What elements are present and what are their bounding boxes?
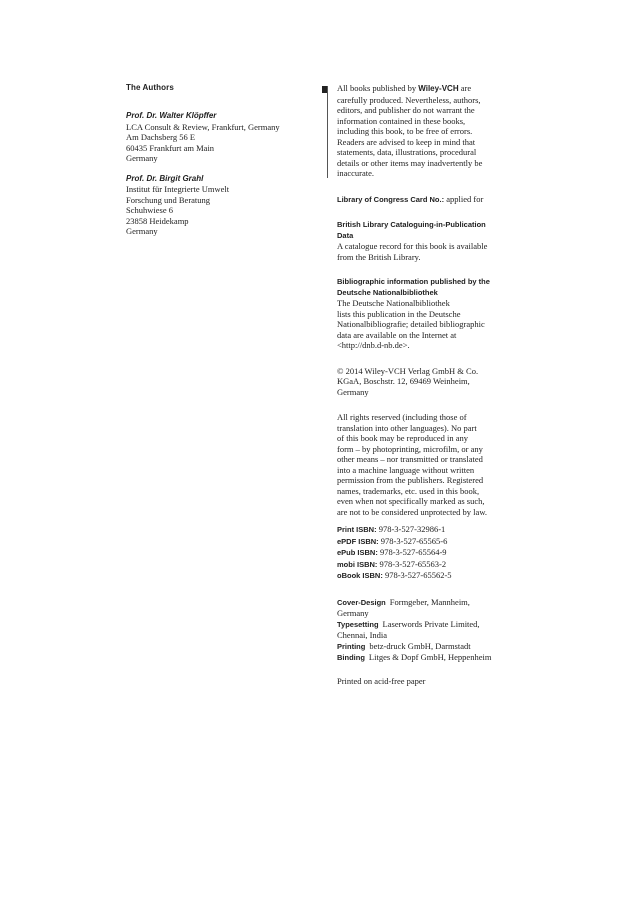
disclaimer-line: statements, data, illustrations, procedural [337,147,477,157]
credit-label: Typesetting [337,619,379,629]
isbn-value: 978-3-527-65562-5 [384,570,452,580]
disclaimer [337,83,517,179]
credit-value: Laserwords Private Limited, [382,618,480,629]
copyright-line: Germany [337,386,369,397]
disclaimer-line: Readers are advised to keep in mind that [337,136,476,147]
british-library-line: from the British Library. [337,251,421,262]
disclaimer-text: All books published by [337,83,417,93]
rights-line: names, trademarks, etc. used in this book, [337,485,480,496]
credit-value: Formgeber, Mannheim, [389,596,470,607]
loc-line [337,194,517,206]
isbn-label: ePub ISBN: [337,548,378,557]
isbn-value: 978-3-527-65563-2 [379,558,447,569]
rights-line: translation into other languages). No part [337,422,477,433]
disclaimer-line: carefully produced. Nevertheless, authors, [337,94,481,105]
british-library-heading: British Library Cataloguing-in-Publication [337,220,486,229]
authors-heading: The Authors [126,83,174,92]
rights-notice [337,412,517,517]
author-1-name: Prof. Dr. Walter Klöpffer [126,111,217,120]
isbn-value: 978-3-527-65565-6 [380,535,448,546]
loc-label: Library of Congress Card No.: [337,194,445,204]
rights-line: into a machine language without written [337,464,475,475]
address-line: 23858 Heidekamp [126,215,189,226]
isbn-label: Print ISBN: [337,525,377,534]
british-library [337,220,517,262]
disclaimer-line: including this book, to be free of errors. [337,126,473,136]
dnb-line: lists this publication in the Deutsche [337,308,461,319]
credit-continuation: Chennai, India [337,630,388,640]
author-1 [126,111,311,164]
credit-row [337,641,517,653]
author-2 [126,174,311,237]
isbn-label: ePDF ISBN: [337,536,379,546]
isbn-row [337,524,517,536]
credit-row [337,597,517,609]
dnb-line: The Deutsche Nationalbibliothek [337,298,450,308]
address-line: Am Dachsberg 56 E [126,132,196,142]
credit-value: betz-druck GmbH, Darmstadt [369,640,471,651]
author-2-address [126,184,311,237]
disclaimer-text: are [458,83,472,93]
credit-row [337,652,517,664]
isbn-row [337,559,517,571]
isbn-row [337,547,517,559]
disclaimer-line-1 [337,83,517,95]
isbn-row [337,570,517,582]
isbn-list [337,524,517,582]
disclaimer-line: inaccurate. [337,168,375,178]
credit-label: Cover-Design [337,597,386,607]
rights-line: other means – nor transmitted or translated [337,454,483,464]
copyright-line: © 2014 Wiley-VCH Verlag GmbH & Co. [337,365,479,376]
address-line: 60435 Frankfurt am Main [126,142,215,153]
address-line: Germany [126,153,158,163]
authors-section [126,83,311,245]
rights-line: All rights reserved (including those of [337,412,467,422]
address-line: Institut für Integrierte Umwelt [126,184,230,194]
address-line: Germany [126,226,158,236]
rights-line: form – by photoprinting, microfilm, or any [337,443,483,454]
british-library-line: A catalogue record for this book is available [337,241,488,251]
address-line: Forschung und Beratung [126,194,211,205]
dnb-heading: Bibliographic information published by the [337,277,490,286]
paper-note: Printed on acid-free paper [337,675,426,686]
address-line: LCA Consult & Review, Frankfurt, Germany [126,121,280,132]
isbn-value: 978-3-527-65564-9 [379,547,447,557]
credit-continuation: Germany [337,608,369,618]
credit-label: Printing [337,641,366,651]
british-library-heading: Data [337,230,354,240]
credit-label: Binding [337,653,365,662]
loc-card [337,194,517,206]
isbn-value: 978-3-527-32986-1 [378,524,446,534]
dnb-line: data are available on the Internet at [337,329,457,340]
disclaimer-line: editors, and publisher do not warrant the [337,105,475,115]
loc-value: applied for [444,193,484,204]
author-1-address [126,122,311,164]
isbn-row [337,536,517,548]
rights-line: are not to be considered unprotected by law. [337,506,488,517]
copyright-notice [337,366,517,398]
isbn-label: mobi ISBN: [337,559,378,569]
author-2-name: Prof. Dr. Birgit Grahl [126,173,204,183]
dnb-section [337,277,517,351]
credit-value: Litges & Dopf GmbH, Heppenheim [368,652,492,662]
dnb-url: <http://dnb.d-nb.de>. [337,340,410,350]
isbn-label: oBook ISBN: [337,571,383,580]
dnb-heading: Deutsche Nationalbibliothek [337,287,438,297]
copyright-line: KGaA, Boschstr. 12, 69469 Weinheim, [337,376,470,386]
publisher-name: Wiley-VCH [418,84,459,93]
disclaimer-line: details or other items may inadvertently be [337,157,483,168]
disclaimer-line: information contained in these books, [337,115,466,126]
rights-line: of this book may be reproduced in any [337,433,469,443]
address-line: Schuhwiese 6 [126,205,173,215]
production-credits [337,597,517,664]
rights-line: even when not specifically marked as such, [337,496,485,506]
rights-line: permission from the publishers. Registered [337,475,484,485]
margin-rule [327,86,328,178]
imprint-section [337,83,517,686]
credit-row [337,619,517,631]
dnb-line: Nationalbibliografie; detailed bibliographic [337,319,485,329]
